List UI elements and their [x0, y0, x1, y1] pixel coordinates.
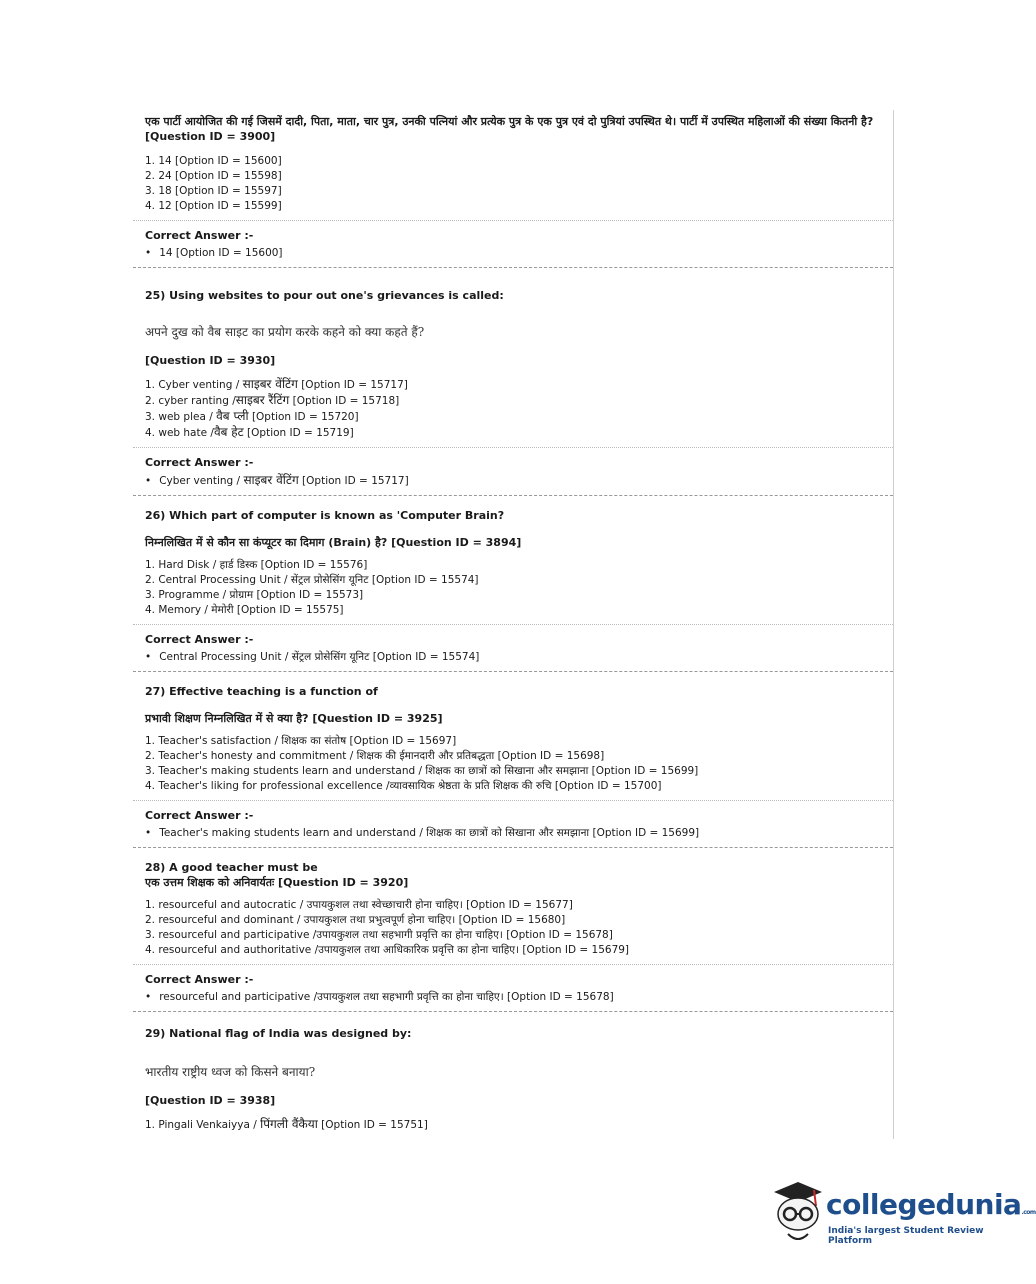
question-29-hindi: भारतीय राष्ट्रीय ध्वज को किसने बनाया?: [145, 1065, 316, 1079]
option-2: 2. Central Processing Unit / सेंट्रल प्रोसेसिंग यूनिट [Option ID = 15574]: [145, 574, 479, 586]
option-3: 3. resourceful and participative /उपायकुशल तथा सहभागी प्रवृत्ति का होना चाहिए। [Option ID = 15678]: [145, 929, 613, 941]
option-4: 4. resourceful and authoritative /उपायकुशल तथा आधिकारिक प्रवृत्ति का होना चाहिए। [Option ID = 15679]: [145, 944, 630, 956]
question-28-hindi: एक उत्तम शिक्षक को अनिवार्यतः [Question ID = 3920]: [145, 876, 409, 889]
option-4: 4. Memory / मेमोरी [Option ID = 15575]: [145, 604, 344, 616]
option-1: 1. Pingali Venkaiyya / पिंगली वैंकैया [Option ID = 15751]: [145, 1117, 428, 1131]
option-2: 2. 24 [Option ID = 15598]: [145, 170, 282, 182]
option-3: 3. Programme / प्रोग्राम [Option ID = 15573]: [145, 589, 364, 601]
collegedunia-logo: [768, 1178, 1036, 1248]
correct-answer-label: Correct Answer :-: [145, 229, 254, 242]
question-24: [133, 110, 893, 220]
answer-26: [133, 624, 893, 672]
question-28: [133, 848, 893, 964]
option-3: 3. 18 [Option ID = 15597]: [145, 185, 282, 197]
option-1: 1. Teacher's satisfaction / शिक्षक का संतोष [Option ID = 15697]: [145, 735, 457, 747]
question-27-title: 27) Effective teaching is a function of: [145, 685, 378, 698]
option-1: 1. 14 [Option ID = 15600]: [145, 155, 282, 167]
question-27: [133, 672, 893, 800]
logo-tagline: India's largest Student Review Platform: [828, 1226, 984, 1246]
question-24-text: एक पार्टी आयोजित की गई जिसमें दादी, पिता, माता, चार पुत्र, उनकी पत्नियां और प्रत्येक पुत्र के एक पुत्र एवं दो पुत्रियां उपस्थित थे। पार्टी में उपस्थित महिलाओं की संख्या कितनी है? [Question ID = 3900]: [145, 115, 874, 143]
option-1: 1. resourceful and autocratic / उपायकुशल तथा स्वेच्छाचारी होना चाहिए। [Option ID = 15677]: [145, 899, 573, 911]
correct-answer-label: Correct Answer :-: [145, 809, 254, 822]
option-2: 2. Teacher's honesty and commitment / शिक्षक की ईमानदारी और प्रतिबद्धता [Option ID = 15698]: [145, 750, 605, 762]
option-3: 3. web plea / वैब प्ली [Option ID = 15720]: [145, 409, 359, 423]
answer-24: [133, 220, 893, 268]
answer-28: [133, 964, 893, 1012]
question-paper: [133, 110, 894, 1139]
correct-answer: • 14 [Option ID = 15600]: [145, 246, 893, 261]
option-3: 3. Teacher's making students learn and understand / शिक्षक का छात्रों को सिखाना और समझाना [Option ID = 15699]: [145, 765, 699, 777]
question-25: [133, 268, 893, 447]
option-4: 4. Teacher's liking for professional excellence /व्यावसायिक श्रेष्ठता के प्रति शिक्षक की रुचि [Option ID = 15700]: [145, 780, 662, 792]
correct-answer: • resourceful and participative /उपायकुशल तथा सहभागी प्रवृत्ति का होना चाहिए। [Option ID = 15678]: [145, 990, 893, 1005]
correct-answer-label: Correct Answer :-: [145, 633, 254, 646]
question-26: [133, 496, 893, 624]
question-26-hindi: निम्नलिखित में से कौन सा कंप्यूटर का दिमाग (Brain) है? [Question ID = 3894]: [145, 536, 522, 549]
option-1: 1. Hard Disk / हार्ड डिस्क [Option ID = 15576]: [145, 559, 368, 571]
correct-answer-label: Correct Answer :-: [145, 456, 254, 469]
question-25-title: 25) Using websites to pour out one's grievances is called:: [145, 289, 504, 302]
question-28-title: 28) A good teacher must be: [145, 861, 318, 874]
option-4: 4. 12 [Option ID = 15599]: [145, 200, 282, 212]
correct-answer-label: Correct Answer :-: [145, 973, 254, 986]
mascot-icon: [768, 1178, 828, 1246]
question-26-title: 26) Which part of computer is known as 'Computer Brain?: [145, 509, 505, 522]
answer-27: [133, 800, 893, 848]
question-29-title: 29) National flag of India was designed by:: [145, 1027, 412, 1040]
question-25-hindi: अपने दुख को वैब साइट का प्रयोग करके कहने को क्या कहते हैं?: [145, 325, 425, 339]
answer-25: [133, 447, 893, 496]
question-25-id: [Question ID = 3930]: [145, 354, 276, 367]
option-1: 1. Cyber venting / साइबर वेंटिंग [Option ID = 15717]: [145, 377, 408, 391]
question-29-id: [Question ID = 3938]: [145, 1094, 276, 1107]
correct-answer: • Central Processing Unit / सेंट्रल प्रोसेसिंग यूनिट [Option ID = 15574]: [145, 650, 893, 665]
question-29: [133, 1012, 893, 1139]
question-27-hindi: प्रभावी शिक्षण निम्नलिखित में से क्या है? [Question ID = 3925]: [145, 712, 443, 725]
logo-wordmark: collegedunia.com: [826, 1188, 1036, 1221]
correct-answer: • Teacher's making students learn and understand / शिक्षक का छात्रों को सिखाना और समझाना [Option ID = 15699]: [145, 826, 893, 841]
option-2: 2. cyber ranting /साइबर रैंटिंग [Option ID = 15718]: [145, 393, 400, 407]
option-4: 4. web hate /वैब हेट [Option ID = 15719]: [145, 425, 354, 439]
correct-answer: • Cyber venting / साइबर वेंटिंग [Option ID = 15717]: [145, 473, 893, 489]
option-2: 2. resourceful and dominant / उपायकुशल तथा प्रभुत्वपूर्ण होना चाहिए। [Option ID = 15680]: [145, 914, 566, 926]
